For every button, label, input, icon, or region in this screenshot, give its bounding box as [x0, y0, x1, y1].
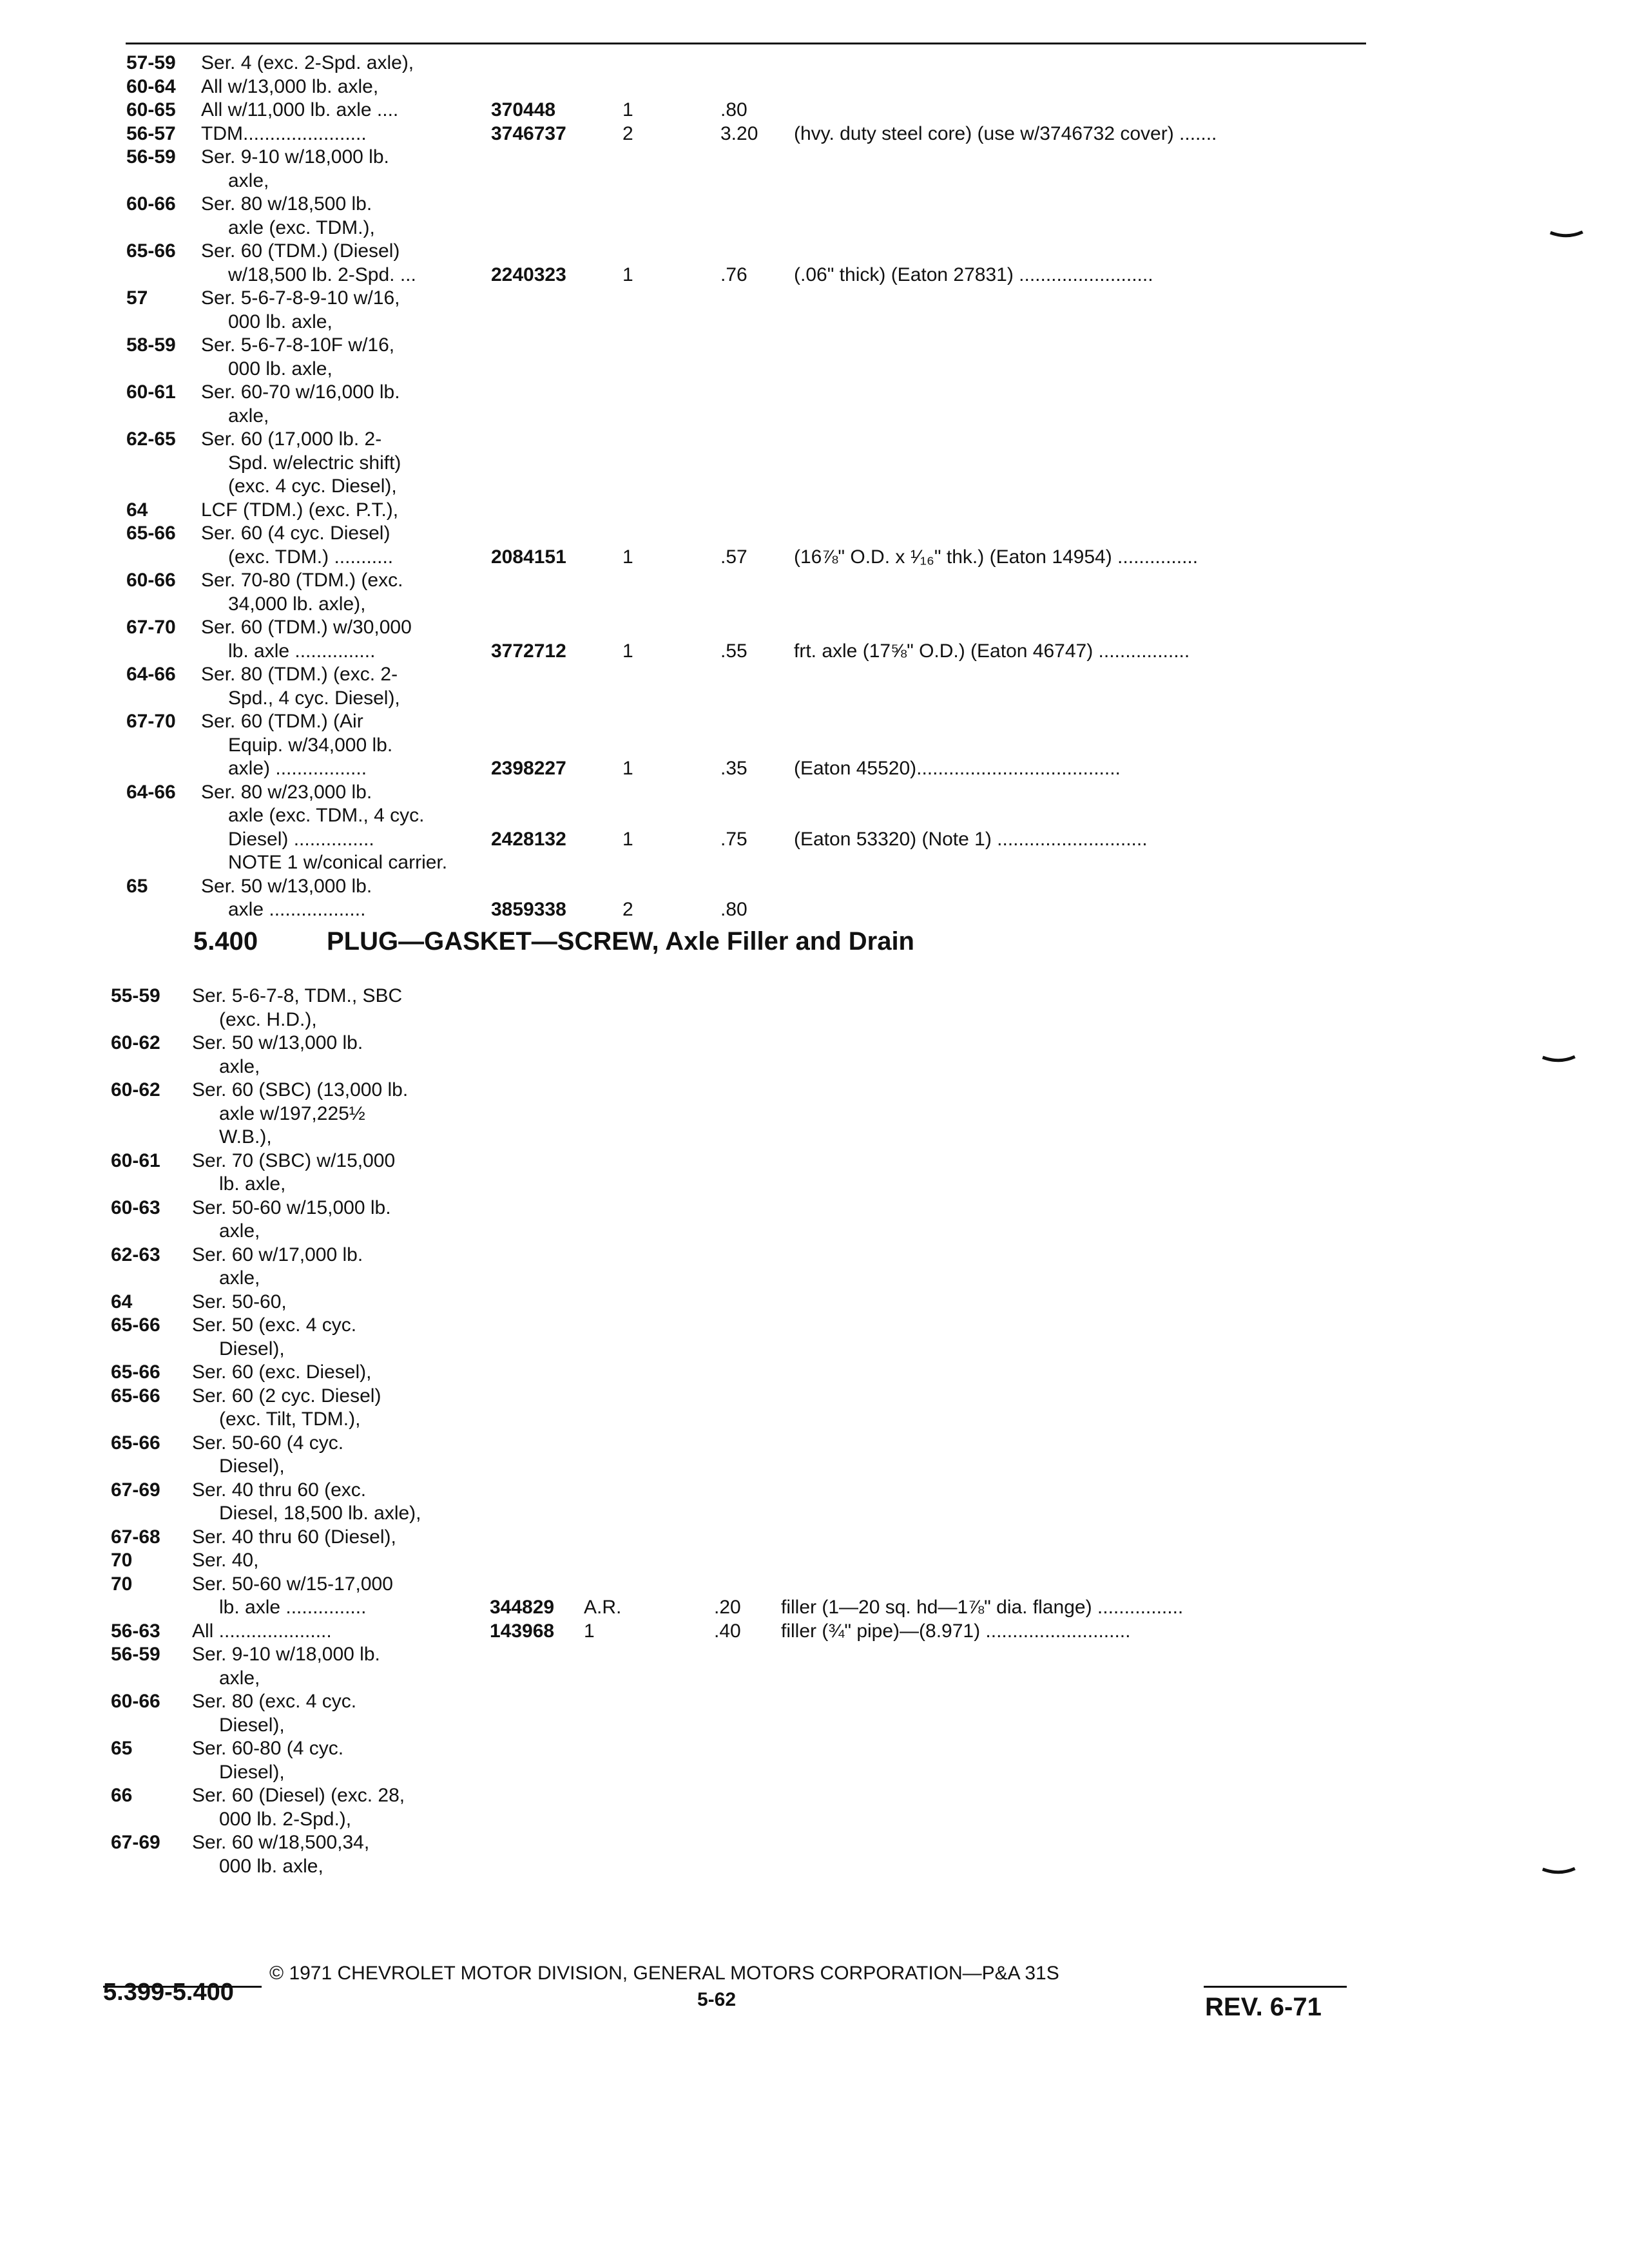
- parts-row: [0, 593, 1629, 616]
- parts-row: [0, 1479, 1629, 1502]
- section-heading: [0, 926, 1629, 956]
- application: Ser. 9-10 w/18,000 lb.: [201, 146, 389, 168]
- parts-row: [0, 1314, 1629, 1337]
- revision-label: REV. 6-71: [1205, 1993, 1322, 2021]
- parts-row: [0, 1079, 1629, 1102]
- parts-row: [0, 546, 1629, 569]
- application: axle) .................: [228, 758, 367, 779]
- parts-row: [0, 1055, 1629, 1079]
- parts-row: [0, 1032, 1629, 1055]
- application: Ser. 60-80 (4 cyc.: [192, 1738, 344, 1759]
- remark: filler (¾" pipe)—(8.971) ...........................: [781, 1620, 1131, 1642]
- parts-row: [0, 1361, 1629, 1384]
- margin-mark: [1541, 1867, 1576, 1875]
- parts-row: [0, 1196, 1629, 1220]
- remark: (Eaton 53320) (Note 1) ............................: [794, 828, 1148, 850]
- application: Ser. 60 (Diesel) (exc. 28,: [192, 1785, 405, 1806]
- model-years: 56-57: [126, 122, 176, 144]
- application: Ser. 60-70 w/16,000 lb.: [201, 381, 400, 403]
- parts-row: [0, 146, 1629, 169]
- quantity: 1: [622, 640, 633, 662]
- application: 000 lb. 2-Spd.),: [219, 1808, 352, 1830]
- price: .40: [714, 1620, 741, 1642]
- price: .57: [720, 546, 747, 568]
- parts-row: [0, 1855, 1629, 1878]
- page-number: 5-62: [697, 1989, 737, 2010]
- parts-row: [0, 75, 1629, 99]
- application: axle,: [228, 169, 269, 191]
- part-number: 3746737: [491, 122, 566, 144]
- application: Ser. 70-80 (TDM.) (exc.: [201, 570, 403, 591]
- application: Ser. 40,: [192, 1550, 259, 1571]
- parts-row: [0, 1338, 1629, 1361]
- price: .55: [720, 640, 747, 662]
- application: axle w/197,225½: [219, 1102, 365, 1124]
- parts-row: [0, 898, 1629, 921]
- parts-row: [0, 287, 1629, 310]
- application: Ser. 9-10 w/18,000 lb.: [192, 1644, 380, 1665]
- model-years: 66: [111, 1785, 133, 1806]
- parts-row: [0, 757, 1629, 780]
- parts-row: [0, 428, 1629, 451]
- model-years: 62-63: [111, 1244, 160, 1265]
- parts-row: [0, 452, 1629, 475]
- parts-row: [0, 99, 1629, 122]
- model-years: 60-62: [111, 1032, 160, 1053]
- part-number: 3859338: [491, 899, 566, 920]
- application: (exc. H.D.),: [219, 1008, 317, 1030]
- application: Spd. w/electric shift): [228, 452, 401, 474]
- parts-row: [0, 1385, 1629, 1408]
- model-years: 65-66: [111, 1314, 160, 1336]
- remark: (.06" thick) (Eaton 27831) .........................: [794, 264, 1153, 285]
- quantity: 1: [622, 546, 633, 568]
- application: axle,: [219, 1220, 260, 1242]
- application: Ser. 60 (2 cyc. Diesel): [192, 1385, 381, 1407]
- model-years: 64: [126, 499, 148, 521]
- parts-row: [0, 1126, 1629, 1149]
- price: .80: [720, 899, 747, 920]
- model-years: 57-59: [126, 52, 176, 73]
- copyright-line: © 1971 CHEVROLET MOTOR DIVISION, GENERAL MOTORS CORPORATION—P&A 31S: [269, 1963, 1059, 1984]
- model-years: 70: [111, 1550, 133, 1571]
- model-years: 57: [126, 287, 148, 309]
- model-years: 55-59: [111, 985, 160, 1006]
- model-years: 67-69: [111, 1479, 160, 1501]
- application: Ser. 60 (TDM.) w/30,000: [201, 617, 412, 638]
- parts-row: [0, 475, 1629, 498]
- model-years: 67-70: [126, 617, 176, 638]
- parts-row: [0, 193, 1629, 216]
- parts-row: [0, 1831, 1629, 1854]
- model-years: 65-66: [111, 1385, 160, 1407]
- model-years: 65-66: [111, 1361, 160, 1383]
- application: axle,: [219, 1267, 260, 1289]
- parts-row: [0, 240, 1629, 263]
- quantity: A.R.: [584, 1597, 622, 1618]
- parts-row: [0, 828, 1629, 851]
- parts-row: [0, 1008, 1629, 1032]
- application: NOTE 1 w/conical carrier.: [228, 852, 448, 873]
- parts-row: [0, 1526, 1629, 1549]
- remark: frt. axle (17⅝" O.D.) (Eaton 46747) .................: [794, 640, 1190, 662]
- model-years: 60-66: [126, 193, 176, 215]
- application: All .....................: [192, 1620, 332, 1642]
- part-number: 143968: [490, 1620, 555, 1642]
- model-years: 60-63: [111, 1196, 160, 1218]
- application: 000 lb. axle,: [219, 1855, 323, 1877]
- remark: filler (1—20 sq. hd—1⅞" dia. flange) ................: [781, 1597, 1184, 1618]
- application: Ser. 50 w/13,000 lb.: [192, 1032, 363, 1053]
- application: Diesel),: [219, 1761, 285, 1783]
- application: Ser. 60 (SBC) (13,000 lb.: [192, 1079, 409, 1100]
- application: Ser. 60 (4 cyc. Diesel): [201, 523, 390, 544]
- parts-row: [0, 851, 1629, 874]
- price: .35: [720, 758, 747, 779]
- model-years: 58-59: [126, 334, 176, 356]
- parts-row: [0, 687, 1629, 710]
- application: w/18,500 lb. 2-Spd. ...: [228, 264, 416, 285]
- parts-row: [0, 1502, 1629, 1525]
- model-years: 67-70: [126, 711, 176, 732]
- application: Ser. 50-60,: [192, 1291, 287, 1312]
- model-years: 67-69: [111, 1832, 160, 1853]
- remark: (16⅞" O.D. x ¹⁄₁₆" thk.) (Eaton 14954) ...............: [794, 546, 1199, 568]
- parts-row: [0, 1761, 1629, 1784]
- application: LCF (TDM.) (exc. P.T.),: [201, 499, 399, 521]
- quantity: 1: [622, 264, 633, 285]
- model-years: 65: [126, 875, 148, 897]
- parts-row: [0, 1291, 1629, 1314]
- application: Ser. 5-6-7-8-9-10 w/16,: [201, 287, 400, 309]
- application: All w/13,000 lb. axle,: [201, 75, 379, 97]
- part-number: 344829: [490, 1597, 555, 1618]
- model-years: 60-66: [111, 1691, 160, 1712]
- application: W.B.),: [219, 1126, 272, 1148]
- model-years: 67-68: [111, 1526, 160, 1548]
- parts-row: [0, 1620, 1629, 1643]
- parts-row: [0, 1432, 1629, 1455]
- parts-row: [0, 1808, 1629, 1831]
- application: lb. axle,: [219, 1173, 286, 1195]
- parts-row: [0, 1244, 1629, 1267]
- application: Ser. 70 (SBC) w/15,000: [192, 1149, 396, 1171]
- parts-row: [0, 710, 1629, 733]
- quantity: 2: [622, 122, 633, 144]
- application: lb. axle ...............: [228, 640, 376, 662]
- parts-row: [0, 875, 1629, 898]
- model-years: 60-65: [126, 99, 176, 120]
- application: Ser. 50 (exc. 4 cyc.: [192, 1314, 357, 1336]
- application: axle,: [219, 1667, 260, 1689]
- application: Ser. 50-60 (4 cyc.: [192, 1432, 344, 1454]
- parts-row: [0, 1102, 1629, 1126]
- application: Diesel),: [219, 1456, 285, 1477]
- parts-row: [0, 1690, 1629, 1713]
- parts-row: [0, 358, 1629, 381]
- application: (exc. Tilt, TDM.),: [219, 1408, 361, 1430]
- application: Equip. w/34,000 lb.: [228, 734, 393, 756]
- parts-row: [0, 522, 1629, 545]
- application: lb. axle ...............: [219, 1597, 367, 1618]
- model-years: 56-59: [111, 1644, 160, 1665]
- model-years: 64: [111, 1291, 133, 1312]
- part-number: 2240323: [491, 264, 566, 285]
- model-years: 60-62: [111, 1079, 160, 1100]
- application: Ser. 80 w/18,500 lb.: [201, 193, 372, 215]
- margin-mark: [1541, 1055, 1576, 1063]
- parts-row: [0, 616, 1629, 639]
- model-years: 65-66: [111, 1432, 160, 1454]
- parts-row: [0, 569, 1629, 592]
- parts-row: [0, 1149, 1629, 1173]
- application: Ser. 60 (TDM.) (Air: [201, 711, 363, 732]
- price: .20: [714, 1597, 741, 1618]
- parts-row: [0, 1455, 1629, 1478]
- parts-row: [0, 52, 1629, 75]
- model-years: 56-59: [126, 146, 176, 168]
- application: Ser. 80 (TDM.) (exc. 2-: [201, 664, 398, 685]
- parts-row: [0, 781, 1629, 804]
- model-years: 64-66: [126, 664, 176, 685]
- application: Diesel),: [219, 1714, 285, 1736]
- parts-row: [0, 264, 1629, 287]
- application: 000 lb. axle,: [228, 358, 333, 380]
- parts-row: [0, 499, 1629, 522]
- application: Diesel),: [219, 1338, 285, 1360]
- parts-row: [0, 216, 1629, 240]
- parts-row: [0, 985, 1629, 1008]
- quantity: 1: [622, 99, 633, 120]
- model-years: 70: [111, 1573, 133, 1595]
- application: Ser. 60 (exc. Diesel),: [192, 1361, 372, 1383]
- application: axle (exc. TDM., 4 cyc.: [228, 805, 425, 826]
- application: axle (exc. TDM.),: [228, 216, 375, 238]
- application: Diesel) ...............: [228, 828, 374, 850]
- application: Ser. 80 w/23,000 lb.: [201, 781, 372, 803]
- model-years: 56-63: [111, 1620, 160, 1642]
- parts-row: [0, 663, 1629, 686]
- price: .80: [720, 99, 747, 120]
- model-years: 60-66: [126, 570, 176, 591]
- price: .76: [720, 264, 747, 285]
- parts-row: [0, 311, 1629, 334]
- application: Ser. 40 thru 60 (exc.: [192, 1479, 367, 1501]
- parts-row: [0, 1596, 1629, 1619]
- parts-row: [0, 1220, 1629, 1243]
- price: .75: [720, 828, 747, 850]
- model-years: 62-65: [126, 428, 176, 450]
- margin-mark: [1549, 231, 1584, 238]
- application: All w/11,000 lb. axle ....: [201, 99, 399, 120]
- parts-row: [0, 1549, 1629, 1572]
- parts-row: [0, 381, 1629, 404]
- part-number: 2398227: [491, 758, 566, 779]
- model-years: 60-61: [111, 1149, 160, 1171]
- parts-row: [0, 1714, 1629, 1737]
- remark: (Eaton 45520)......................................: [794, 758, 1121, 779]
- application: 34,000 lb. axle),: [228, 593, 366, 615]
- application: (exc. TDM.) ...........: [228, 546, 394, 568]
- application: Ser. 60 w/18,500,34,: [192, 1832, 370, 1853]
- application: Ser. 50 w/13,000 lb.: [201, 875, 372, 897]
- price: 3.20: [720, 122, 758, 144]
- application: Ser. 50-60 w/15,000 lb.: [192, 1196, 391, 1218]
- parts-row: [0, 1784, 1629, 1807]
- parts-row: [0, 1267, 1629, 1290]
- model-years: 60-64: [126, 75, 176, 97]
- section-range: 5.399-5.400: [103, 1979, 234, 2006]
- parts-row: [0, 1737, 1629, 1760]
- application: Ser. 80 (exc. 4 cyc.: [192, 1691, 357, 1712]
- model-years: 60-61: [126, 381, 176, 403]
- parts-row: [0, 1173, 1629, 1196]
- application: Diesel, 18,500 lb. axle),: [219, 1503, 421, 1524]
- parts-row: [0, 334, 1629, 357]
- parts-row: [0, 1643, 1629, 1666]
- parts-row: [0, 640, 1629, 663]
- application: Spd., 4 cyc. Diesel),: [228, 687, 400, 709]
- application: TDM.......................: [201, 122, 367, 144]
- section-number: 5.400: [193, 927, 258, 956]
- top-rule: [126, 43, 1366, 44]
- application: axle ..................: [228, 899, 366, 920]
- application: Ser. 4 (exc. 2-Spd. axle),: [201, 52, 414, 73]
- quantity: 2: [622, 899, 633, 920]
- parts-row: [0, 1667, 1629, 1690]
- application: Ser. 40 thru 60 (Diesel),: [192, 1526, 396, 1548]
- parts-row: [0, 1573, 1629, 1596]
- parts-row: [0, 804, 1629, 827]
- model-years: 65-66: [126, 523, 176, 544]
- part-number: 370448: [491, 99, 556, 120]
- model-years: 64-66: [126, 781, 176, 803]
- footer-rule-right: [1204, 1986, 1347, 1988]
- application: Ser. 60 (17,000 lb. 2-: [201, 428, 382, 450]
- model-years: 65: [111, 1738, 133, 1759]
- section-title: PLUG—GASKET—SCREW, Axle Filler and Drain: [327, 927, 914, 956]
- parts-row: [0, 405, 1629, 428]
- application: axle,: [219, 1055, 260, 1077]
- part-number: 3772712: [491, 640, 566, 662]
- part-number: 2428132: [491, 828, 566, 850]
- application: Ser. 5-6-7-8, TDM., SBC: [192, 985, 403, 1006]
- application: Ser. 50-60 w/15-17,000: [192, 1573, 393, 1595]
- quantity: 1: [622, 828, 633, 850]
- model-years: 65-66: [126, 240, 176, 262]
- quantity: 1: [622, 758, 633, 779]
- parts-row: [0, 122, 1629, 146]
- quantity: 1: [584, 1620, 595, 1642]
- application: Ser. 60 w/17,000 lb.: [192, 1244, 363, 1265]
- parts-row: [0, 734, 1629, 757]
- application: axle,: [228, 405, 269, 427]
- application: Ser. 60 (TDM.) (Diesel): [201, 240, 400, 262]
- application: Ser. 5-6-7-8-10F w/16,: [201, 334, 395, 356]
- remark: (hvy. duty steel core) (use w/3746732 cover) .......: [794, 122, 1217, 144]
- parts-row: [0, 169, 1629, 193]
- parts-row: [0, 1408, 1629, 1431]
- application: (exc. 4 cyc. Diesel),: [228, 476, 397, 497]
- part-number: 2084151: [491, 546, 566, 568]
- application: 000 lb. axle,: [228, 311, 333, 332]
